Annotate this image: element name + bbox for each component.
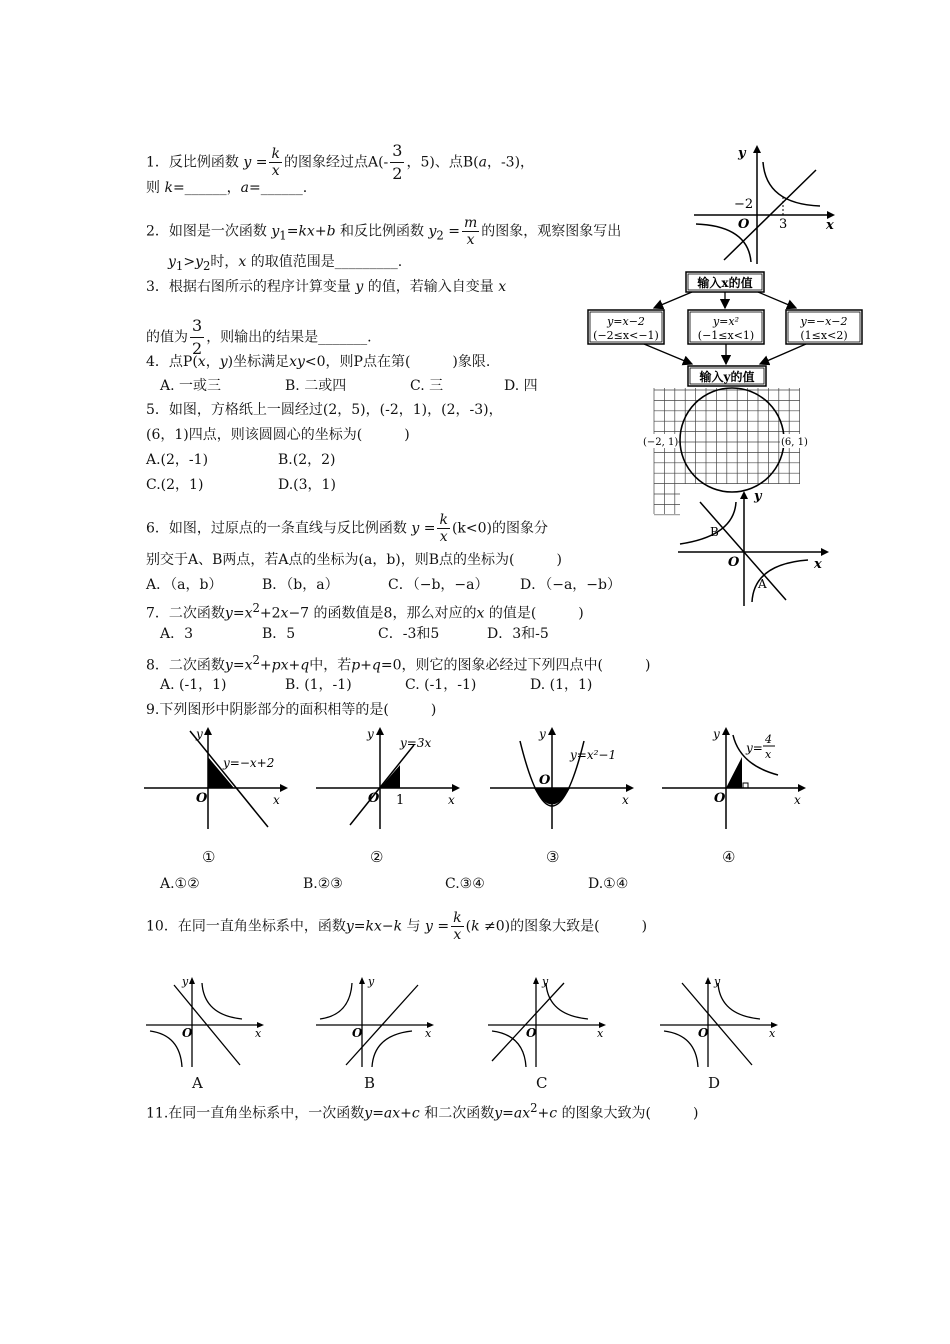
- q9-figure-1: [140, 725, 290, 835]
- svg-text:(−2≤x<−1): (−2≤x<−1): [593, 329, 659, 342]
- svg-text:y: y: [713, 727, 720, 741]
- svg-text:y: y: [714, 975, 721, 988]
- svg-text:O: O: [182, 1026, 193, 1040]
- question-4: 4．点P(x，y)坐标满足xy<0，则P点在第( )象限.: [146, 354, 491, 370]
- q10-label-c: C: [536, 1074, 548, 1092]
- svg-text:y=−x−2: y=−x−2: [800, 315, 848, 328]
- q9-option-b: B.②③: [303, 876, 343, 892]
- question-2-b: $y_1>y_2$时，x 的取值范围是_________.: [168, 254, 403, 273]
- q6-option-d: D．（−a，−b）: [520, 577, 621, 593]
- q10-label-d: D: [708, 1074, 721, 1092]
- q6-option-c: C．（−b，−a）: [388, 577, 489, 593]
- svg-text:x: x: [597, 1027, 604, 1040]
- q6-option-b: B．（b，a）: [262, 577, 339, 593]
- question-7: 7．二次函数$y=x^2+2x-7$ 的函数值是8，那么对应的x 的值是( ): [146, 601, 584, 622]
- question-1-answer: 则 k=______，a=______.: [146, 180, 308, 196]
- q5-option-c: C.(2，1): [146, 477, 204, 493]
- svg-text:x: x: [826, 218, 834, 233]
- svg-text:y=x²: y=x²: [712, 315, 740, 328]
- svg-text:(−2, 1): (−2, 1): [643, 437, 679, 448]
- q8-option-b: B. (1，-1): [285, 677, 352, 693]
- q9-figure-4: [658, 725, 808, 835]
- q10-figure-a: [142, 975, 266, 1071]
- svg-text:O: O: [728, 555, 740, 570]
- svg-text:y: y: [196, 727, 203, 741]
- q4-option-c: C. 三: [410, 378, 444, 394]
- svg-text:O: O: [526, 1026, 537, 1040]
- question-5: 5．如图，方格纸上一圆经过(2，5)，(-2，1)，(2，-3)，: [146, 402, 503, 418]
- svg-text:y=x²−1: y=x²−1: [570, 748, 617, 762]
- svg-text:O: O: [698, 1026, 709, 1040]
- svg-text:x: x: [769, 1027, 776, 1040]
- question-11: 11.在同一直角坐标系中，一次函数y=ax+c 和二次函数$y=ax^2+c$ 的图象大致为( ): [146, 1101, 699, 1122]
- svg-text:y=x−2: y=x−2: [607, 315, 645, 328]
- svg-text:x: x: [622, 793, 629, 807]
- q10-figure-c: [484, 975, 608, 1071]
- q9-figure-3: [486, 725, 636, 835]
- svg-text:x: x: [255, 1027, 262, 1040]
- q7-option-a: A．3: [160, 626, 194, 642]
- q6-figure: [674, 490, 834, 608]
- svg-text:(6, 1): (6, 1): [781, 437, 808, 448]
- q4-option-b: B. 二或四: [285, 378, 347, 394]
- question-10: 10．在同一直角坐标系中，函数y=kx−k 与 y = $\frac{k}{x}$ (k ≠0)的图象大致是( ): [146, 910, 648, 943]
- svg-text:A: A: [758, 577, 767, 591]
- svg-text:y: y: [182, 975, 189, 988]
- q9-mark-2: ②: [370, 848, 384, 866]
- q4-option-d: D. 四: [504, 378, 538, 394]
- svg-text:y: y: [539, 727, 546, 741]
- q8-option-c: C. (-1，-1): [405, 677, 477, 693]
- q10-figure-b: [312, 975, 436, 1071]
- svg-text:(−1≤x<1): (−1≤x<1): [697, 329, 755, 342]
- svg-text:O: O: [368, 791, 380, 806]
- svg-text:y: y: [368, 975, 375, 988]
- q10-figure-d: [656, 975, 780, 1071]
- q10-label-b: B: [364, 1074, 376, 1092]
- question-3: 3．根据右图所示的程序计算变量 y 的值，若输入自变量 x: [146, 279, 507, 295]
- svg-text:y=3x: y=3x: [400, 736, 432, 750]
- q8-option-d: D. (1，1): [530, 677, 593, 693]
- q9-mark-4: ④: [722, 848, 736, 866]
- q2-figure: [690, 142, 840, 267]
- q7-option-b: B．5: [262, 626, 296, 642]
- q4-option-a: A. 一或三: [160, 378, 222, 394]
- svg-text:O: O: [352, 1026, 363, 1040]
- svg-text:y: y: [754, 489, 762, 504]
- svg-text:O: O: [738, 217, 750, 232]
- svg-text:x: x: [273, 793, 280, 807]
- svg-text:3: 3: [779, 217, 788, 232]
- question-9: 9.下列图形中阴影部分的面积相等的是( ): [146, 702, 437, 718]
- svg-text:输入y的值: 输入y的值: [699, 370, 755, 384]
- q9-mark-1: ①: [202, 848, 216, 866]
- svg-text:x: x: [425, 1027, 432, 1040]
- svg-text:y: y: [367, 727, 374, 741]
- question-3-b: 的值为 $\frac{3}{2}$ ，则输出的结果是_______.: [146, 316, 372, 358]
- svg-text:y: y: [738, 146, 746, 161]
- svg-text:−2: −2: [734, 197, 754, 212]
- q5-option-b: B.(2，2): [278, 452, 336, 468]
- q7-option-d: D．3和-5: [487, 626, 549, 642]
- svg-text:O: O: [714, 791, 726, 806]
- svg-text:y: y: [542, 975, 549, 988]
- q7-option-c: C．-3和5: [378, 626, 440, 642]
- q10-label-a: A: [192, 1074, 203, 1092]
- shaded-triangle: [726, 757, 742, 788]
- question-5-b: (6，1)四点，则该圆圆心的坐标为( ): [146, 427, 410, 443]
- svg-text:y=−x+2: y=−x+2: [223, 756, 275, 770]
- svg-text:4: 4: [765, 733, 772, 746]
- q5-option-a: A.(2，-1): [146, 452, 209, 468]
- question-2: 2．如图是一次函数 $y_1=kx+b$ 和反比例函数 $y_2$ = $\frac{m}{x}$ 的图象，观察图象写出: [146, 215, 622, 248]
- svg-text:x: x: [814, 557, 822, 572]
- svg-text:O: O: [539, 773, 551, 788]
- svg-text:B: B: [710, 525, 719, 539]
- svg-text:输入x的值: 输入x的值: [697, 276, 753, 290]
- question-1: 1．反比例函数 y = $\frac{k}{x}$ 的图象经过点A(- $\frac{3}{2}$ ，5)、点B(a，-3)，: [146, 141, 535, 183]
- svg-text:(1≤x<2): (1≤x<2): [800, 329, 848, 342]
- question-8: 8．二次函数$y=x^2+px+q$中，若p+q=0，则它的图象必经过下列四点中( ): [146, 653, 651, 674]
- q9-option-a: A.①②: [160, 876, 200, 892]
- svg-text:x: x: [448, 793, 455, 807]
- q5-option-d: D.(3，1): [278, 477, 336, 493]
- q3-flowchart: [584, 268, 866, 388]
- q9-option-c: C.③④: [445, 876, 485, 892]
- q9-mark-3: ③: [546, 848, 560, 866]
- svg-text:x: x: [765, 748, 772, 761]
- q9-option-d: D.①④: [588, 876, 629, 892]
- svg-text:x: x: [794, 793, 801, 807]
- svg-text:1: 1: [396, 793, 405, 808]
- q9-figure-2: [312, 725, 462, 835]
- q8-option-a: A. (-1，1): [160, 677, 227, 693]
- svg-text:O: O: [196, 791, 208, 806]
- q6-option-a: A．（a，b）: [146, 577, 223, 593]
- question-6-b: 别交于A、B两点，若A点的坐标为(a，b)，则B点的坐标为( ): [146, 552, 562, 568]
- svg-text:y=: y=: [746, 741, 763, 755]
- question-6: 6．如图，过原点的一条直线与反比例函数 y = $\frac{k}{x}$ (k<0)的图象分: [146, 512, 548, 545]
